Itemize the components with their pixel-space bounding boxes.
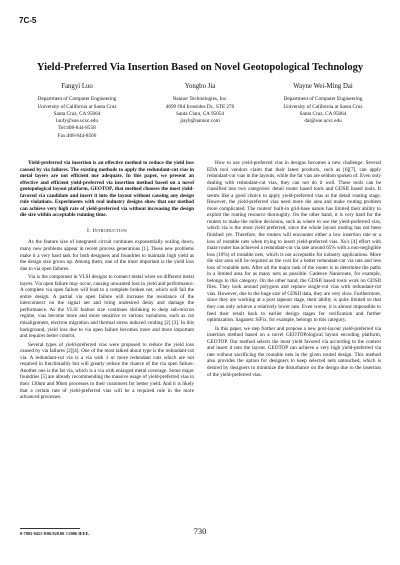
author-phone: Tel:408-844-8558: [58, 125, 96, 132]
author-email: dai@soe.ucsc.edu: [304, 118, 342, 125]
author-line: 4699 Old Ironsides Dr., STE 270: [165, 103, 235, 110]
body-paragraph: As the feature size of integrated circuit continues exponentially scaling down, many new problems appear in recent process generations [1]. These new problems make it a very hard task for both designers and foundries to maintain high yield as the design size grows up. Among them, one of the most important is the yield loss due to via open failures.: [20, 239, 194, 272]
author-line: Santa Cruz, CA 95064: [53, 110, 101, 117]
body-paragraph: Via is the component in VLSI designs to connect metal wires on different metal layers. Via open failure may occur, causing unwanted loss in yield and performance. A complete via open failure will lead to a complete broken net, which will fail the entire design. A partial via open failure will increase the resistance of the interconnect on the signal net and bring undesired delay and damage the performance. As the VLSI feature size continues shrinking to deep sub-micron regime, vias become more and more sensitive to various variations, such as cut misalignment, electron migration and thermal stress induced voiding [2] [3]. In this background, yield loss due to via open failure becomes more and more important and requires better control.: [20, 274, 194, 340]
author-name: Yongbo Jia: [184, 83, 216, 90]
author-line: Department of Computer Engineering: [283, 96, 363, 103]
author-fax: Fax:408-844-8566: [57, 132, 97, 139]
paper-title: Yield-Preferred Via Insertion Based on Novel Geotopological Technology: [36, 62, 364, 73]
body-paragraph: How to use yield-preferred vias in designs becomes a new challenge. Several EDA tool vendors claim that their latest products, such as [6][7], can apply redundant-cut vias in the layouts, while the fat vias are seldom spoken of. Even only dealing with redundant-cut vias, they can not do it well. These tools can be classified into two categories: detail router based tools and GDSII based tools. It seems like a good choice to apply yield-preferred vias at the detail routing stage. However, the yield-preferred vias need more die area and make routing problem more complicated. The routers' built-in grid-base nature has limited their ability to exploit the routing resource thoroughly. On the other hand, it is very hard for the routers to make the online decisions, such as where to use the yield-preferred vias, which via is the most yield preferred, since the whole layout routing has not been finished yet. Therefore, the routers will encounter either a low insertion rate or a loss of routable nets when trying to insert yield-preferred vias. Xu's [4] effort with maze router has achieved a redundant-cut via rate around 65% with a non-negligible loss (10%) of routable nets, which is not acceptable for industry applications. More die size area will be required as the cost for a better redundant-cut via rate and less loss of routable nets. After all the major task of the router is to determine the paths in a limited area for as many nets as possible. Cadence Nanoroute, for example, belongs to this category. On the other hand, the GDSII based tools work on GDSII files. They look around polygons and replace single-cut vias with redundant-cut vias. However, due to the huge size of GDSII data, they are very slow. Furthermore, since they are working at a post tapeout stage, their ability is quite limited so that they can only achieve a relatively lower rate. Even worse, it is almost impossible to feed their result back to earlier design stages for verification and further optimization. Saganetc SiFix, for example, belongs to this category.: [207, 160, 381, 324]
left-column: [20, 160, 194, 403]
author-line: Department of Computer Engineering: [37, 96, 117, 103]
copyright-footer: 0-7803-9451-8/06/$20.00 ©2006 IEEE.: [20, 531, 90, 536]
session-label: 7C-5: [19, 16, 37, 25]
abstract: Yield-preferred via insertion is an effective method to reduce the yield loss caused by via failures. The existing methods to apply the redundant-cut vias in metal layers are not efficient nor adequate. In this paper, we present an effective and efficient yield-preferred via insertion method based on a novel geotopological layout platform, GEOTOP, that method chooses the most yield-favored via candidate and insert it into the layout without causing any design rule violations. Experiments with real industry designs show that our method can achieve very high rate of yield-preferred via without increasing the design die size within acceptable running time.: [20, 160, 194, 219]
page-number: 730: [193, 526, 207, 536]
author-1: [18, 83, 136, 140]
author-name: Wayne Wei-Ming Dai: [293, 83, 353, 90]
body-paragraph: In this paper, we step further and propose a new post-layout yield-preferred via insertion method based on a novel GEOTOPological layout encoding platform, GEOTOP. Our method selects the most yield favored via according to the context and insert it into the layout. GEOTOP can achieve a very high yield-preferred via rate without sacrificing the routable nets in the given routed design. This method also provides the option for designers to keep selected nets untouched, which is desired by designers to minimize the disturbance on the design due to the insertion of the yield-preferred vias.: [207, 325, 381, 378]
author-line: Santa Cruz, CA 95064: [299, 110, 347, 117]
author-email: jiayb@nannor.com: [180, 118, 220, 125]
author-email: luofy@soe.ucsc.edu: [56, 118, 98, 125]
section-heading: I. Introduction: [87, 227, 127, 234]
author-line: Santa Clara, CA 95054: [176, 110, 224, 117]
author-name: Fangyi Luo: [61, 83, 93, 90]
author-2: [141, 83, 259, 140]
author-line: Nannor Technologies, Inc.: [172, 96, 228, 103]
author-3: [264, 83, 382, 140]
author-line: University of California at Santa Cruz: [37, 103, 117, 110]
right-column: [207, 160, 381, 380]
body-paragraph: Several types of yield-preferred vias were proposed to reduce the yield loss caused by via failures [2][4]. One of the most talked about type is the redundant-cut via. A redundant-cut via is a via with 1 or more redundant cuts which are not required in functionality but will greatly reduce the chance of the via open failure. Another one is the fat via, which is a via with enlarged metal coverage. Some major foundries [5] are already recommending the massive usage of yield-preferred vias in their 130nm and 90nm processes to their customers for better yield. And it is likely that a certain rate of yield-preferred vias will be a required rule in the more advanced processes.: [20, 341, 194, 401]
author-line: University of California at Santa Cruz: [283, 103, 363, 110]
author-block: [18, 83, 382, 140]
